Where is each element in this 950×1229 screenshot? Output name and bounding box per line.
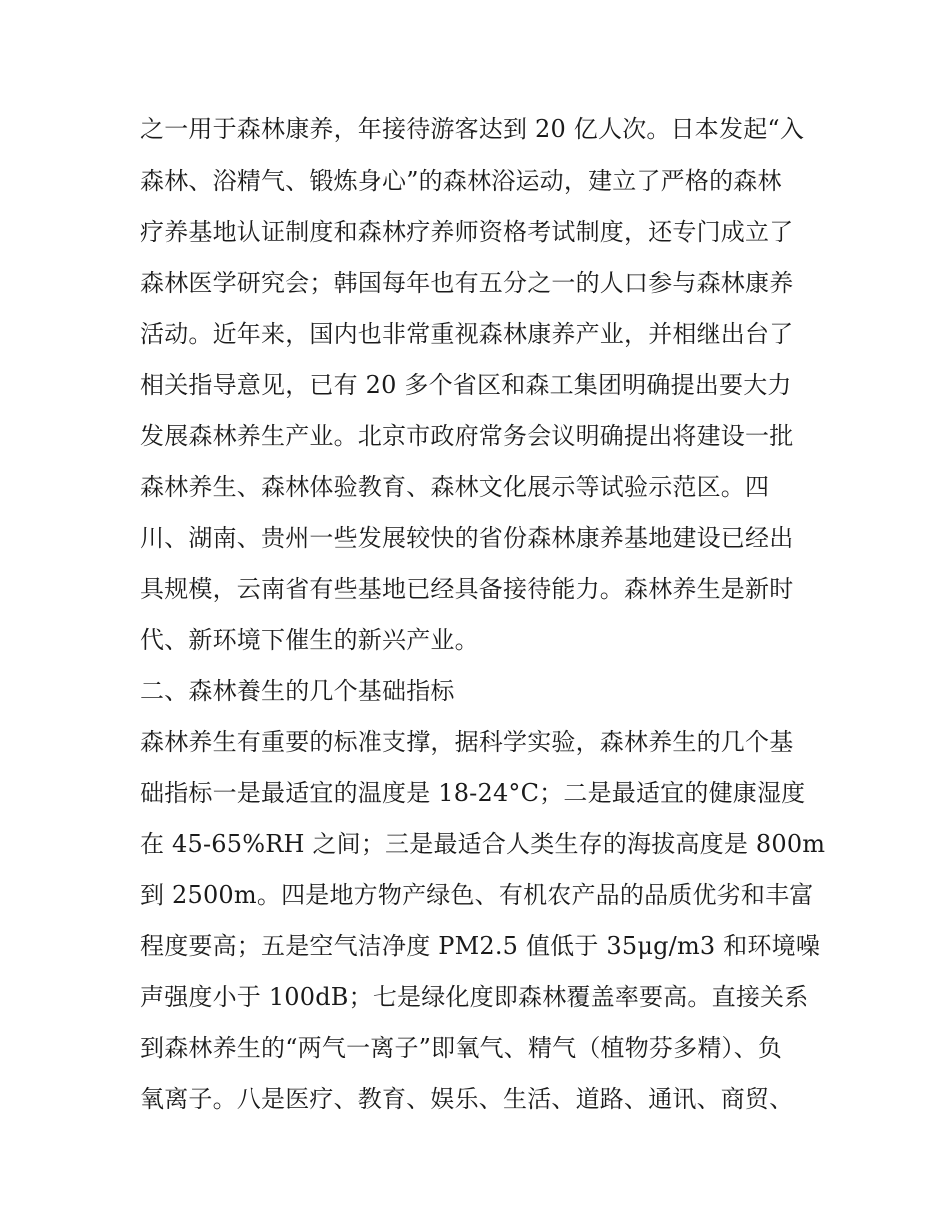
text-line: 森林养生有重要的标准支撑，据科学实验，森林养生的几个基 (140, 728, 794, 756)
text-line: 森林医学研究会；韩国每年也有五分之一的人口参与森林康养 (140, 269, 794, 297)
text-line: 代、新环境下催生的新兴产业。 (140, 626, 479, 654)
text-line: 活动。近年来，国内也非常重视森林康养产业，并相继出台了 (140, 320, 794, 348)
text-line: 氧离子。八是医疗、教育、娱乐、生活、道路、通讯、商贸、 (140, 1085, 794, 1113)
text-line: 声强度小于 100dB；七是绿化度即森林覆盖率要高。直接关系 (140, 983, 809, 1011)
text-line: 疗养基地认证制度和森林疗养师资格考试制度，还专门成立了 (140, 218, 794, 246)
text-line: 发展森林养生产业。北京市政府常务会议明确提出将建设一批 (140, 422, 794, 450)
text-line: 川、湖南、贵州一些发展较快的省份森林康养基地建设已经出 (140, 524, 794, 552)
text-line: 之一用于森林康养，年接待游客达到 20 亿人次。日本发起“入 (140, 115, 805, 143)
text-line: 相关指导意见，已有 20 多个省区和森工集团明确提出要大力 (140, 371, 792, 399)
section-heading: 二、森林養生的几个基础指标 (140, 677, 455, 705)
text-line: 具规模，云南省有些基地已经具备接待能力。森林养生是新时 (140, 575, 794, 603)
text-line: 到 2500m。四是地方物产绿色、有机农产品的品质优劣和丰富 (140, 881, 814, 909)
text-line: 在 45-65%RH 之间；三是最适合人类生存的海拔高度是 800m (140, 830, 826, 858)
text-line: 到森林养生的“两气一离子”即氧气、精气（植物芬多精）、负 (140, 1034, 783, 1062)
text-line: 森林养生、森林体验教育、森林文化展示等试验示范区。四 (140, 473, 770, 501)
text-line: 础指标一是最适宜的温度是 18-24°C；二是最适宜的健康湿度 (140, 779, 806, 807)
text-line: 程度要高；五是空气洁净度 PM2.5 值低于 35μg/m3 和环境噪 (140, 932, 821, 960)
text-line: 森林、浴精气、锻炼身心”的森林浴运动，建立了严格的森林 (140, 167, 782, 195)
